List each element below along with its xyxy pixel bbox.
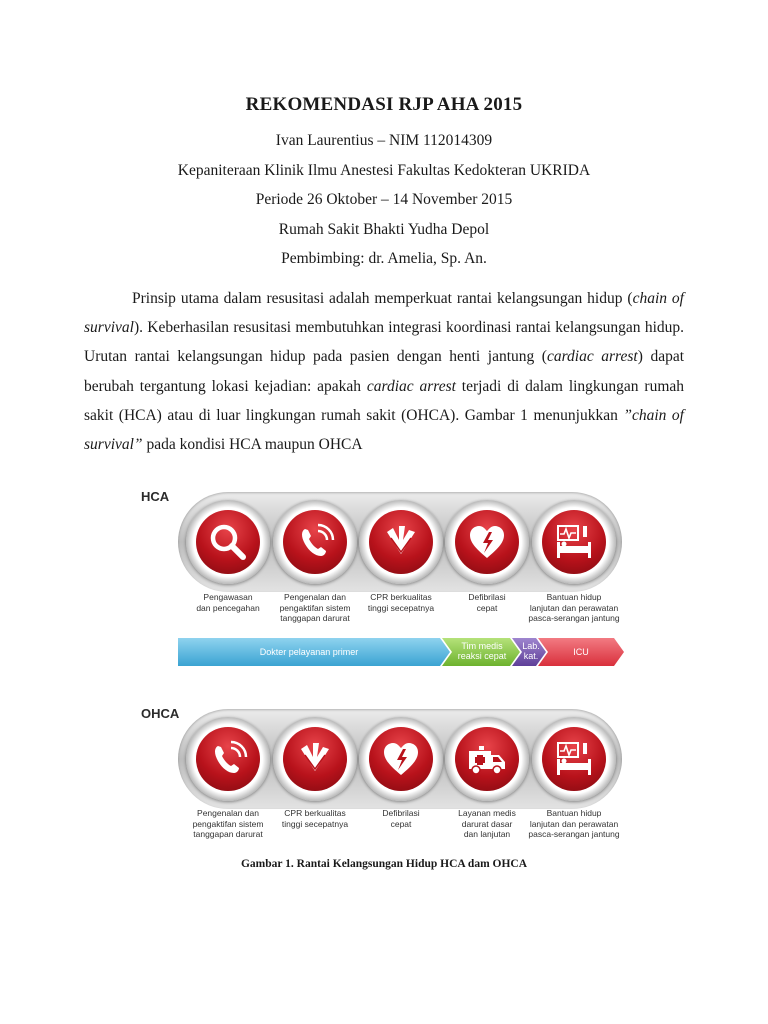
ohca-caption-5: Bantuan hidup lanjutan dan perawatan pasca-serangan jantung (528, 808, 620, 839)
para-text: Prinsip utama dalam resusitasi adalah memperkuat rantai kelangsungan hidup ( (132, 290, 633, 307)
ohca-caption-1: Pengenalan dan pengaktifan sistem tanggapan darurat (192, 808, 264, 839)
supervisor-line: Pembimbing: dr. Amelia, Sp. An. (281, 250, 487, 268)
affiliation-line: Kepaniteraan Klinik Ilmu Anestesi Fakultas Kedokteran UKRIDA (177, 161, 591, 179)
ohca-caption-4: Layanan medis darurat dasar dan lanjutan (458, 808, 516, 839)
period-line: Periode 26 Oktober – 14 November 2015 (255, 191, 513, 209)
ohca-step-4 (445, 717, 529, 801)
ohca-step-1 (186, 717, 270, 801)
defibrillator-heart-icon (379, 737, 423, 781)
figure-caption: Gambar 1. Rantai Kelangsungan Hidup HCA dam OHCA (240, 858, 528, 870)
document-title: REKOMENDASI RJP AHA 2015 (245, 94, 523, 115)
hca-caption-2: Pengenalan dan pengaktifan sistem tanggapan darurat (279, 592, 351, 623)
icu-bed-monitor-icon (552, 737, 596, 781)
hca-step-2 (273, 500, 357, 584)
ambulance-icon (465, 737, 509, 781)
author-line: Ivan Laurentius – NIM 112014309 (275, 132, 493, 149)
timeline-lab-label: Lab. kat. (522, 641, 540, 661)
ohca-step-2 (273, 717, 357, 801)
para-italic: cardiac arrest (546, 348, 638, 366)
hca-caption-4: Defibrilasi cepat (468, 592, 506, 613)
ohca-label: OHCA (141, 706, 180, 721)
hca-label: HCA (141, 489, 170, 504)
timeline-team-label: Tim medis reaksi cepat (457, 641, 507, 661)
phone-icon (206, 737, 250, 781)
hca-step-5 (532, 500, 616, 584)
ohca-step-3 (359, 717, 443, 801)
para-text: ). Keberhasilan resusitasi membutuhkan integrasi koordinasi rantai kelangsungan hidup. Urutan rantai kelangsungan hidup pada pasien dengan henti jantung ( (84, 319, 684, 366)
hca-step-1 (186, 500, 270, 584)
timeline-primary-label: Dokter pelayanan primer (259, 647, 359, 657)
ohca-step-5 (532, 717, 616, 801)
hospital-line: Rumah Sakit Bhakti Yudha Depol (278, 220, 490, 238)
ohca-caption-2: CPR berkualitas tinggi secepatnya (281, 808, 349, 829)
para-italic: ”chain of survival” (84, 406, 684, 454)
hca-caption-5: Bantuan hidup lanjutan dan perawatan pasca-serangan jantung (528, 592, 620, 623)
para-text: terjadi di dalam lingkungan rumah sakit (HCA) atau di luar lingkungan rumah sakit (OHCA). Gambar 1 menunjukkan (84, 377, 685, 424)
timeline-icu-label: ICU (573, 647, 589, 657)
defibrillator-heart-icon (465, 520, 509, 564)
para-italic: chain of survival (84, 290, 684, 337)
icu-bed-monitor-icon (552, 520, 596, 564)
para-text: pada kondisi HCA maupun OHCA (142, 436, 363, 454)
ohca-caption-3: Defibrilasi cepat (382, 808, 420, 829)
hca-caption-1: Pengawasan dan pencegahan (196, 592, 260, 613)
phone-icon (293, 520, 337, 564)
cpr-hands-icon (379, 520, 423, 564)
para-italic: cardiac arrest (366, 377, 456, 395)
hca-timeline (178, 638, 626, 666)
hca-caption-3: CPR berkualitas tinggi secepatnya (367, 592, 435, 613)
magnifier-icon (206, 520, 250, 564)
hca-step-4 (445, 500, 529, 584)
cpr-hands-icon (293, 737, 337, 781)
para-text: ) dapat berubah tergantung lokasi kejadian: apakah (84, 348, 685, 395)
hca-step-3 (359, 500, 443, 584)
